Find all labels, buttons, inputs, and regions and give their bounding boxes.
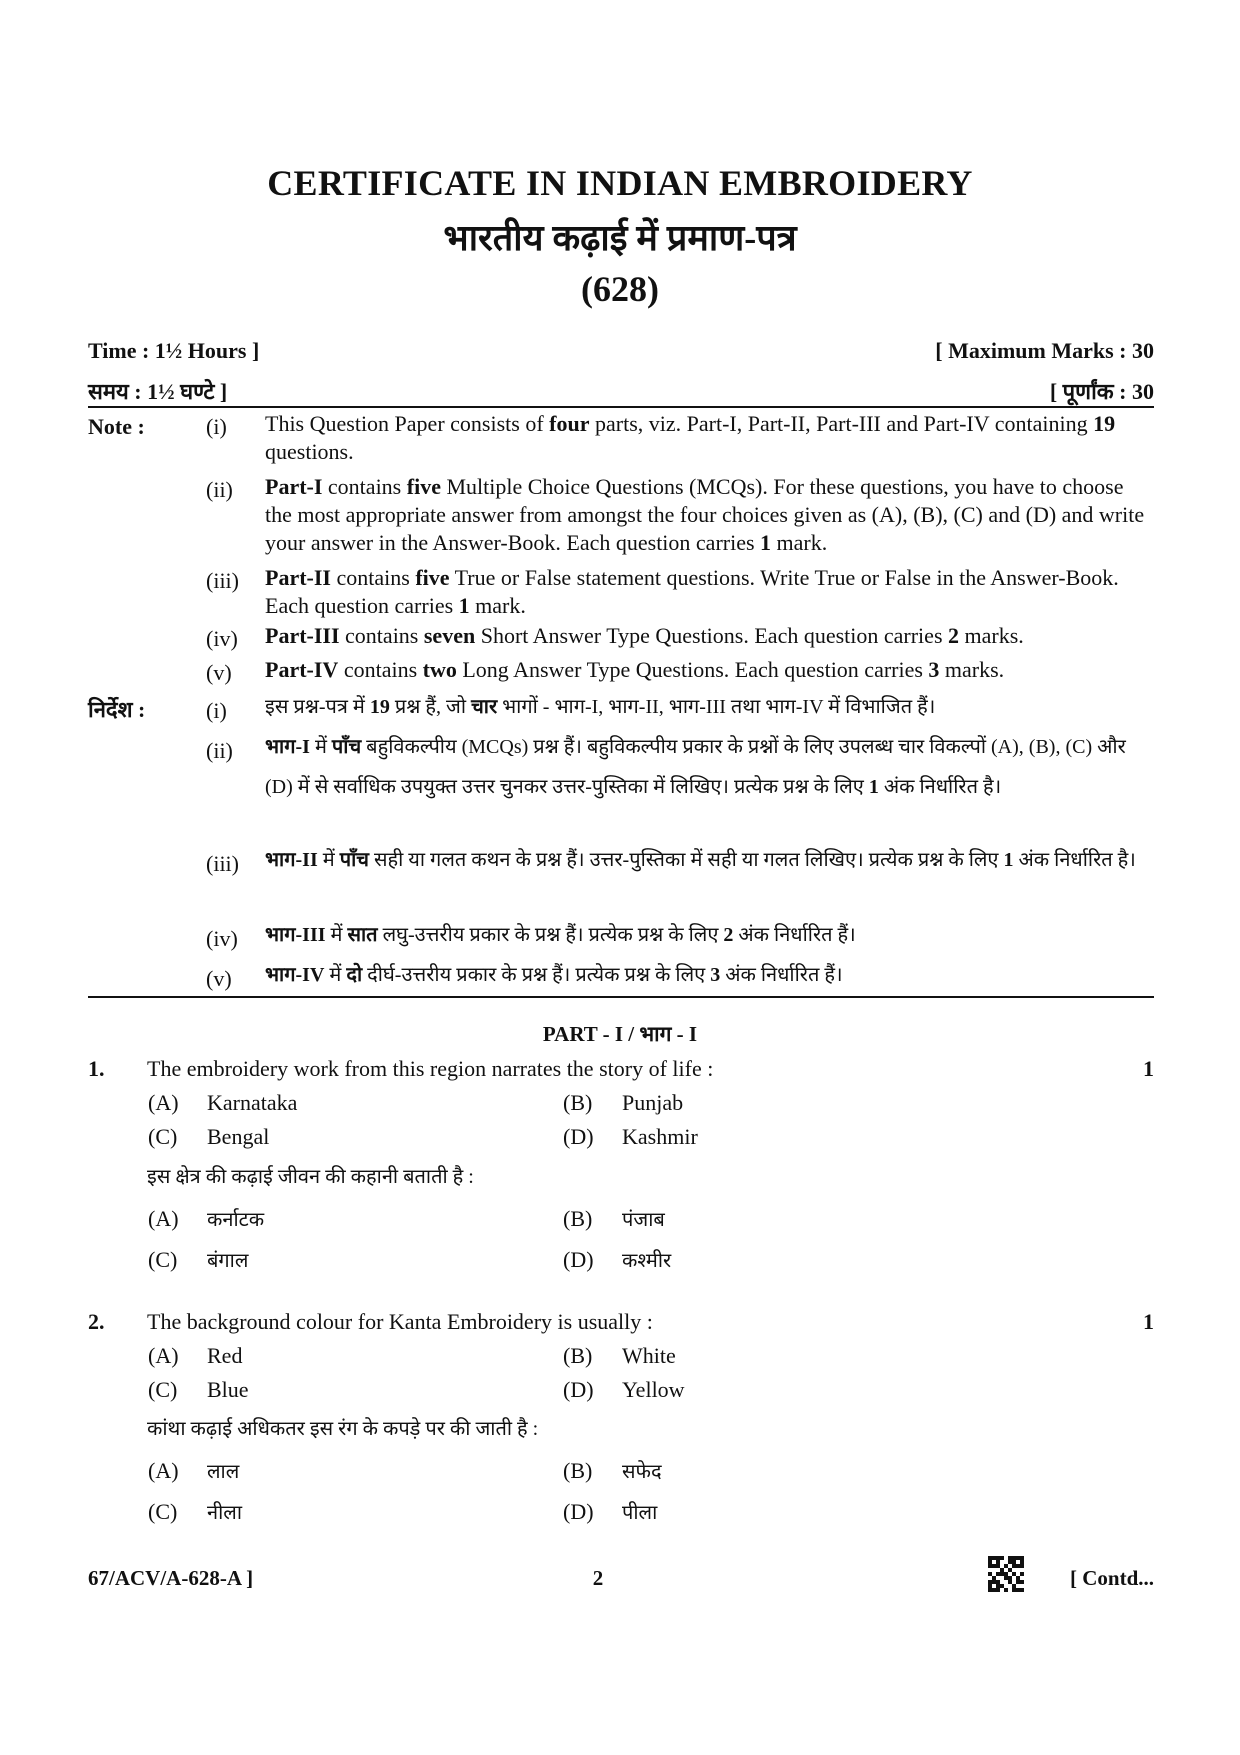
- note-en-num-3: (iii): [206, 568, 239, 593]
- title-english: CERTIFICATE IN INDIAN EMBROIDERY: [267, 163, 973, 203]
- part-heading: PART - I / भाग - I: [542, 1022, 698, 1046]
- note-en-text-3: Part-II contains five True or False statement questions. Write True or False in the Answer-Book. Each question carries 1 mark.: [265, 565, 1119, 618]
- option-label: (D): [563, 1499, 594, 1524]
- note-hi-text-2: भाग-I में पाँच बहुविकल्पीय (MCQs) प्रश्न हैं। बहुविकल्पीय प्रकार के प्रश्नों के लिए उपलब्ध चार विकल्पों (A), (B), (C) और (D) में से सर्वाधिक उपयुक्त उत्तर चुनकर उत्तर-पुस्तिका में लिखिए। प्रत्येक प्रश्न के लिए 1 अंक निर्धारित है।: [265, 736, 1126, 798]
- option-text: Blue: [207, 1377, 249, 1402]
- subject-code: (628): [581, 269, 659, 309]
- option-label: (C): [148, 1247, 178, 1272]
- note-hi-num-3: (iii): [206, 851, 239, 876]
- question-number: 1.: [88, 1056, 105, 1081]
- option-label: (B): [563, 1458, 593, 1483]
- max-marks-english: [ Maximum Marks : 30: [935, 338, 1154, 363]
- option-text: Red: [207, 1343, 243, 1368]
- time-hindi: समय : 1½ घण्टे ]: [88, 379, 228, 404]
- option-text: कश्मीर: [622, 1250, 672, 1272]
- option-text: पंजाब: [622, 1209, 665, 1231]
- option-label: (A): [148, 1090, 179, 1115]
- note-hi-text-4: भाग-III में सात लघु-उत्तरीय प्रकार के प्रश्न हैं। प्रत्येक प्रश्न के लिए 2 अंक निर्धारित हैं।: [265, 924, 856, 946]
- option-text: Kashmir: [622, 1124, 698, 1149]
- note-hi-num-2: (ii): [206, 738, 233, 763]
- note-hi-text-5: भाग-IV में दो दीर्घ-उत्तरीय प्रकार के प्रश्न हैं। प्रत्येक प्रश्न के लिए 3 अंक निर्धारित हैं।: [265, 964, 843, 986]
- note-en-text-5: Part-IV contains two Long Answer Type Questions. Each question carries 3 marks.: [265, 657, 1005, 682]
- header-divider: [88, 406, 1154, 408]
- note-label: Note :: [88, 414, 145, 439]
- question-text-english: The embroidery work from this region narrates the story of life :: [147, 1056, 714, 1081]
- note-hi-num-5: (v): [206, 966, 232, 991]
- option-label: (B): [563, 1206, 593, 1231]
- title-hindi: भारतीय कढ़ाई में प्रमाण-पत्र: [443, 218, 797, 258]
- time-english: Time : 1½ Hours ]: [88, 338, 260, 363]
- option-text: कर्नाटक: [207, 1209, 265, 1231]
- option-label: (D): [563, 1124, 594, 1149]
- note-label-hindi: निर्देश :: [88, 697, 146, 722]
- option-text: लाल: [207, 1461, 240, 1483]
- option-label: (C): [148, 1124, 178, 1149]
- note-hi-text-1: इस प्रश्न-पत्र में 19 प्रश्न हैं, जो चार भागों - भाग-I, भाग-II, भाग-III तथा भाग-IV में विभाजित हैं।: [265, 696, 936, 718]
- option-text: नीला: [207, 1502, 243, 1524]
- note-en-num-2: (ii): [206, 477, 233, 502]
- note-hi-num-1: (i): [206, 698, 227, 723]
- paper-code: 67/ACV/A-628-A ]: [88, 1566, 254, 1590]
- option-text: Punjab: [622, 1090, 684, 1115]
- option-text: पीला: [622, 1502, 658, 1524]
- note-en-num-1: (i): [206, 414, 227, 439]
- option-text: Karnataka: [207, 1090, 298, 1115]
- option-label: (A): [148, 1343, 179, 1368]
- option-text: Yellow: [622, 1377, 685, 1402]
- option-label: (B): [563, 1343, 593, 1368]
- question-marks: 1: [1143, 1056, 1154, 1081]
- option-text: White: [622, 1343, 676, 1368]
- question-text-hindi: कांथा कढ़ाई अधिकतर इस रंग के कपड़े पर की जाती है :: [147, 1418, 539, 1440]
- option-label: (C): [148, 1377, 178, 1402]
- contd-label: [ Contd...: [1069, 1566, 1154, 1590]
- option-text: बंगाल: [207, 1250, 249, 1272]
- max-marks-hindi: [ पूर्णांक : 30: [1049, 379, 1154, 404]
- option-label: (D): [563, 1377, 594, 1402]
- note-hi-text-3: भाग-II में पाँच सही या गलत कथन के प्रश्न हैं। उत्तर-पुस्तिका में सही या गलत लिखिए। प्रत्येक प्रश्न के लिए 1 अंक निर्धारित है।: [265, 849, 1136, 871]
- question-marks: 1: [1143, 1309, 1154, 1334]
- page-number: 2: [592, 1566, 604, 1590]
- option-label: (A): [148, 1206, 179, 1231]
- qr-code-icon: [988, 1556, 1024, 1592]
- question-number: 2.: [88, 1309, 105, 1334]
- note-en-num-4: (iv): [206, 626, 238, 651]
- option-label: (D): [563, 1247, 594, 1272]
- option-text: Bengal: [207, 1124, 270, 1149]
- question-text-english: The background colour for Kanta Embroidery is usually :: [147, 1309, 653, 1334]
- option-label: (A): [148, 1458, 179, 1483]
- note-en-text-2: Part-I contains five Multiple Choice Questions (MCQs). For these questions, you have to choose the most appropriate answer from amongst the four choices given as (A), (B), (C) and (D) and write your answer in the Answer-Book. Each question carries 1 mark.: [265, 474, 1145, 555]
- option-text: सफेद: [622, 1461, 662, 1483]
- option-label: (C): [148, 1499, 178, 1524]
- question-text-hindi: इस क्षेत्र की कढ़ाई जीवन की कहानी बताती है :: [147, 1166, 474, 1188]
- note-en-text-1: This Question Paper consists of four parts, viz. Part-I, Part-II, Part-III and Part-IV containing 19 questions.: [265, 411, 1116, 464]
- note-hi-num-4: (iv): [206, 926, 238, 951]
- note-en-num-5: (v): [206, 660, 232, 685]
- note-divider: [88, 996, 1154, 998]
- option-label: (B): [563, 1090, 593, 1115]
- note-en-text-4: Part-III contains seven Short Answer Type Questions. Each question carries 2 marks.: [265, 623, 1024, 648]
